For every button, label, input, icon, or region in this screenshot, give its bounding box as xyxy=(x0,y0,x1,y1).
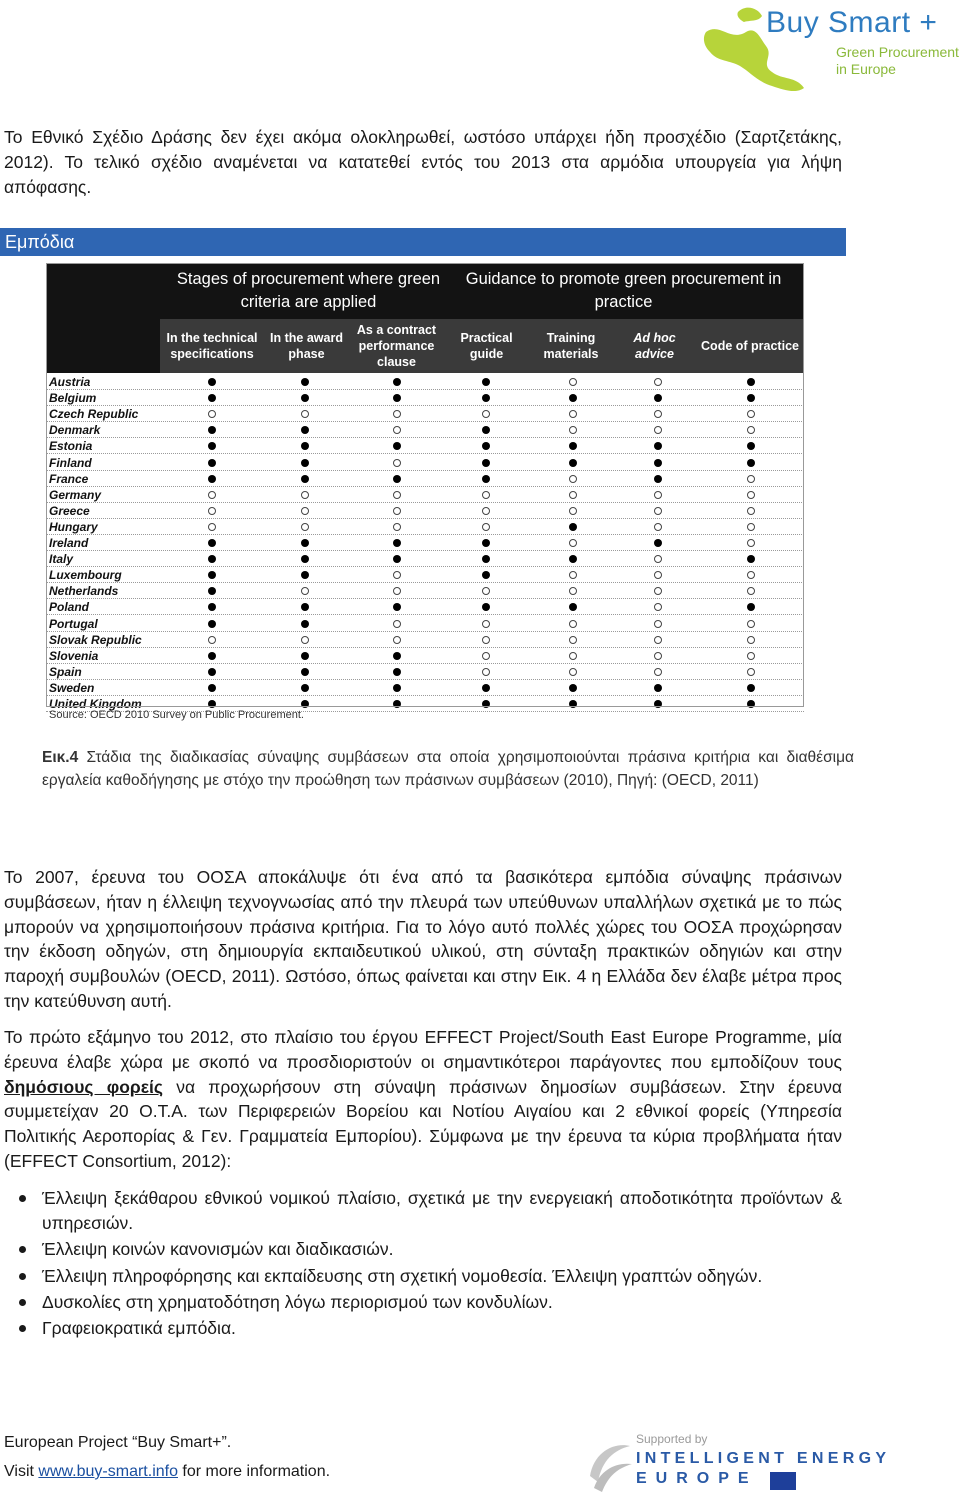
bullet-icon xyxy=(19,1246,26,1253)
filled-dot-icon xyxy=(301,620,309,628)
empty-dot-icon xyxy=(393,426,401,434)
empty-dot-icon xyxy=(482,620,490,628)
filled-dot-icon xyxy=(482,684,490,692)
section-title-bar: Εμπόδια xyxy=(0,228,846,256)
table-row xyxy=(46,535,804,551)
column-header: In the technical specifications xyxy=(166,331,258,361)
list-item xyxy=(4,1264,842,1289)
empty-dot-icon xyxy=(747,539,755,547)
empty-dot-icon xyxy=(654,620,662,628)
list-item-text: Έλλειψη πληροφόρησης και εκπαίδευσης στη σχετική νομοθεσία. Έλλειψη γραπτών οδηγών. xyxy=(42,1265,763,1286)
list-item xyxy=(4,1186,842,1236)
empty-dot-icon xyxy=(747,668,755,676)
empty-dot-icon xyxy=(569,410,577,418)
country-label: Slovenia xyxy=(49,648,99,663)
list-item-text: Γραφειοκρατικά εμπόδια. xyxy=(42,1318,236,1339)
empty-dot-icon xyxy=(482,668,490,676)
empty-dot-icon xyxy=(747,636,755,644)
list-item xyxy=(4,1237,842,1262)
country-label: United Kingdom xyxy=(49,697,142,711)
country-label: Czech Republic xyxy=(49,407,139,422)
filled-dot-icon xyxy=(208,652,216,660)
country-label: Sweden xyxy=(49,680,95,695)
header-group-guidance: Guidance to promote green procurement in practice xyxy=(465,270,782,311)
empty-dot-icon xyxy=(482,507,490,515)
country-label: Slovak Republic xyxy=(49,632,142,647)
empty-dot-icon xyxy=(654,603,662,611)
filled-dot-icon xyxy=(393,378,401,386)
logo-title: Buy Smart + xyxy=(766,6,938,39)
filled-dot-icon xyxy=(301,668,309,676)
empty-dot-icon xyxy=(654,410,662,418)
bullet-icon xyxy=(19,1273,26,1280)
empty-dot-icon xyxy=(569,491,577,499)
empty-dot-icon xyxy=(747,475,755,483)
filled-dot-icon xyxy=(208,620,216,628)
filled-dot-icon xyxy=(208,587,216,595)
filled-dot-icon xyxy=(654,700,662,708)
country-label: Portugal xyxy=(49,616,98,631)
table-row xyxy=(46,583,804,599)
logo-subtitle-1: Green Procurement xyxy=(836,44,959,60)
filled-dot-icon xyxy=(482,539,490,547)
empty-dot-icon xyxy=(208,523,216,531)
empty-dot-icon xyxy=(393,636,401,644)
filled-dot-icon xyxy=(301,426,309,434)
footer-visit-suffix: for more information. xyxy=(177,1463,331,1480)
empty-dot-icon xyxy=(747,410,755,418)
column-header: In the award phase xyxy=(270,331,343,361)
filled-dot-icon xyxy=(208,475,216,483)
country-label: Luxembourg xyxy=(49,568,122,583)
bullet-icon xyxy=(19,1299,26,1306)
empty-dot-icon xyxy=(393,507,401,515)
paragraph-effect-part1: Το πρώτο εξάμηνο του 2012, στο πλαίσιο του έργου EFFECT Project/South East Europe Programme, μία έρευνα έλαβε χώρα με σκοπό να προσδιοριστούν οι σημαντικότεροι παράγοντες που εμποδίζουν τους xyxy=(4,1027,842,1072)
filled-dot-icon xyxy=(301,442,309,450)
filled-dot-icon xyxy=(482,394,490,402)
filled-dot-icon xyxy=(747,684,755,692)
empty-dot-icon xyxy=(393,459,401,467)
table-row xyxy=(46,616,804,632)
empty-dot-icon xyxy=(482,636,490,644)
filled-dot-icon xyxy=(208,539,216,547)
table-row xyxy=(46,632,804,648)
filled-dot-icon xyxy=(482,426,490,434)
table-row xyxy=(46,422,804,438)
filled-dot-icon xyxy=(208,555,216,563)
empty-dot-icon xyxy=(654,491,662,499)
empty-dot-icon xyxy=(301,636,309,644)
empty-dot-icon xyxy=(569,668,577,676)
filled-dot-icon xyxy=(569,459,577,467)
filled-dot-icon xyxy=(654,539,662,547)
filled-dot-icon xyxy=(393,442,401,450)
filled-dot-icon xyxy=(747,700,755,708)
empty-dot-icon xyxy=(301,523,309,531)
filled-dot-icon xyxy=(569,555,577,563)
buy-smart-logo xyxy=(700,2,958,98)
filled-dot-icon xyxy=(393,684,401,692)
empty-dot-icon xyxy=(569,652,577,660)
empty-dot-icon xyxy=(208,410,216,418)
filled-dot-icon xyxy=(747,603,755,611)
filled-dot-icon xyxy=(393,603,401,611)
table-row xyxy=(46,599,804,615)
figure-header-corner xyxy=(46,263,160,373)
filled-dot-icon xyxy=(569,603,577,611)
filled-dot-icon xyxy=(747,394,755,402)
filled-dot-icon xyxy=(654,442,662,450)
bullet-icon xyxy=(19,1195,26,1202)
empty-dot-icon xyxy=(482,410,490,418)
filled-dot-icon xyxy=(208,571,216,579)
empty-dot-icon xyxy=(569,571,577,579)
country-label: Finland xyxy=(49,455,92,470)
header-group-stages: Stages of procurement where green criteria are applied xyxy=(176,270,441,311)
paragraph-effect xyxy=(4,1025,842,1174)
filled-dot-icon xyxy=(482,378,490,386)
country-label: Ireland xyxy=(49,536,89,550)
filled-dot-icon xyxy=(393,475,401,483)
filled-dot-icon xyxy=(208,442,216,450)
filled-dot-icon xyxy=(301,571,309,579)
empty-dot-icon xyxy=(482,491,490,499)
empty-dot-icon xyxy=(208,507,216,515)
eu-flag-icon xyxy=(770,1472,796,1490)
empty-dot-icon xyxy=(654,587,662,595)
table-row xyxy=(46,664,804,680)
empty-dot-icon xyxy=(301,491,309,499)
iee-logo xyxy=(584,1432,914,1496)
filled-dot-icon xyxy=(569,442,577,450)
filled-dot-icon xyxy=(747,459,755,467)
country-label: France xyxy=(49,471,89,486)
filled-dot-icon xyxy=(393,555,401,563)
intro-paragraph: Το Εθνικό Σχέδιο Δράσης δεν έχει ακόμα ολοκληρωθεί, ωστόσο υπάρχει ήδη προσχέδιο (Σαρτζετάκης, 2012). Το τελικό σχέδιο αναμένεται να κατατεθεί εντός του 2013 στα αρμόδια υπουργεία για λήψη απόφασης. xyxy=(4,127,842,197)
empty-dot-icon xyxy=(747,523,755,531)
filled-dot-icon xyxy=(301,378,309,386)
filled-dot-icon xyxy=(301,603,309,611)
filled-dot-icon xyxy=(301,684,309,692)
empty-dot-icon xyxy=(569,378,577,386)
footer-project: European Project “Buy Smart+”. xyxy=(4,1434,232,1451)
paragraph-effect-part2: να προχωρήσουν στη σύναψη πράσινων δημοσίων συμβάσεων. Στην έρευνα συμμετείχαν 20 Ο.Τ.Α. των Περιφερειών Βορείου και Νοτίου Αιγαίου και 2 εθνικοί φορείς (Υπηρεσία Πολιτικής Αεροπορίας & Γεν. Γραμματεία Εμπορίου). Σύμφωνα με την έρευνα τα κύρια προβλήματα ήταν (EFFECT Consortium, 2012): xyxy=(4,1076,842,1171)
filled-dot-icon xyxy=(393,394,401,402)
filled-dot-icon xyxy=(654,475,662,483)
iee-supported-by: Supported by xyxy=(636,1432,708,1446)
table-row xyxy=(46,567,804,583)
filled-dot-icon xyxy=(301,475,309,483)
filled-dot-icon xyxy=(482,603,490,611)
table-row xyxy=(46,487,804,503)
footer-visit xyxy=(4,1463,330,1481)
empty-dot-icon xyxy=(393,587,401,595)
table-row xyxy=(46,680,804,696)
country-label: Estonia xyxy=(49,439,93,454)
empty-dot-icon xyxy=(482,587,490,595)
filled-dot-icon xyxy=(301,652,309,660)
filled-dot-icon xyxy=(208,394,216,402)
filled-dot-icon xyxy=(208,459,216,467)
iee-line2: EUROPE xyxy=(636,1470,758,1487)
empty-dot-icon xyxy=(654,636,662,644)
country-label: Greece xyxy=(49,503,90,518)
table-row xyxy=(46,406,804,422)
empty-dot-icon xyxy=(747,587,755,595)
filled-dot-icon xyxy=(654,394,662,402)
filled-dot-icon xyxy=(482,475,490,483)
empty-dot-icon xyxy=(747,652,755,660)
empty-dot-icon xyxy=(747,571,755,579)
empty-dot-icon xyxy=(301,507,309,515)
filled-dot-icon xyxy=(393,668,401,676)
procurement-figure xyxy=(46,263,804,721)
empty-dot-icon xyxy=(654,571,662,579)
empty-dot-icon xyxy=(569,587,577,595)
empty-dot-icon xyxy=(393,410,401,418)
table-row xyxy=(46,551,804,567)
figure-source: Source: OECD 2010 Survey on Public Procurement. xyxy=(49,709,304,721)
filled-dot-icon xyxy=(569,684,577,692)
empty-dot-icon xyxy=(654,555,662,563)
country-label: Poland xyxy=(49,600,90,615)
country-label: Italy xyxy=(49,552,74,567)
list-item xyxy=(4,1290,842,1315)
filled-dot-icon xyxy=(208,378,216,386)
empty-dot-icon xyxy=(654,652,662,660)
filled-dot-icon xyxy=(208,700,216,708)
table-row xyxy=(46,503,804,519)
public-bodies-link[interactable]: δημόσιους φορείς xyxy=(4,1076,164,1097)
empty-dot-icon xyxy=(301,587,309,595)
table-row xyxy=(46,455,804,471)
empty-dot-icon xyxy=(301,410,309,418)
empty-dot-icon xyxy=(393,523,401,531)
table-row xyxy=(46,374,804,390)
list-item xyxy=(4,1316,842,1341)
filled-dot-icon xyxy=(482,459,490,467)
filled-dot-icon xyxy=(747,442,755,450)
paragraph-oecd: Το 2007, έρευνα του ΟΟΣΑ αποκάλυψε ότι ένα από τα βασικότερα εμπόδια σύναψης πράσινων συμβάσεων, ήταν η έλλειψη τεχνογνωσίας από την πλευρά των υπεύθυνων υπαλλήλων σχετικά με το πώς μπορούν να χρησιμοποιήσουν πράσινα κριτήρια. Για το λόγο αυτό πολλές χώρες του ΟΟΣΑ προχώρησαν την έκδοση οδηγών, στη δημιουργία εκπαιδευτικού υλικού, στη σύνταξη πρακτικών οδηγιών και στην παροχή συμβουλών (OECD, 2011). Ωστόσο, όπως φαίνεται και στην Εικ. 4 η Ελλάδα δεν έλαβε μέτρα προς την κατεύθυνση αυτή. xyxy=(4,867,842,1011)
column-header: Ad hoc advice xyxy=(633,331,676,361)
column-header: Practical guide xyxy=(460,331,513,361)
list-item-text: Έλλειψη ξεκάθαρου εθνικού νομικού πλαίσιο, σχετικά με την ενεργειακή αποδοτικότητα προϊόντων & υπηρεσιών. xyxy=(42,1188,842,1233)
country-label: Austria xyxy=(49,375,91,389)
filled-dot-icon xyxy=(208,603,216,611)
filled-dot-icon xyxy=(482,442,490,450)
filled-dot-icon xyxy=(482,555,490,563)
table-row xyxy=(46,648,804,664)
caption-label: Εικ.4 xyxy=(42,749,79,766)
list-item-text: Δυσκολίες στη χρηματοδότηση λόγω περιορισμού των κονδυλίων. xyxy=(42,1291,553,1312)
filled-dot-icon xyxy=(482,700,490,708)
empty-dot-icon xyxy=(569,426,577,434)
filled-dot-icon xyxy=(393,652,401,660)
country-label: Belgium xyxy=(49,391,97,406)
filled-dot-icon xyxy=(301,394,309,402)
empty-dot-icon xyxy=(654,426,662,434)
problems-list xyxy=(4,1186,842,1343)
empty-dot-icon xyxy=(747,507,755,515)
filled-dot-icon xyxy=(208,426,216,434)
column-header: Code of practice xyxy=(701,339,799,353)
empty-dot-icon xyxy=(654,668,662,676)
bullet-icon xyxy=(19,1325,26,1332)
logo-subtitle-2: in Europe xyxy=(836,61,896,77)
empty-dot-icon xyxy=(569,620,577,628)
iee-swirl-icon xyxy=(584,1432,634,1496)
empty-dot-icon xyxy=(393,571,401,579)
filled-dot-icon xyxy=(482,571,490,579)
filled-dot-icon xyxy=(301,459,309,467)
empty-dot-icon xyxy=(654,378,662,386)
footer-visit-prefix: Visit xyxy=(4,1463,39,1480)
table-row xyxy=(46,519,804,535)
empty-dot-icon xyxy=(569,475,577,483)
empty-dot-icon xyxy=(747,620,755,628)
filled-dot-icon xyxy=(301,555,309,563)
filled-dot-icon xyxy=(654,459,662,467)
filled-dot-icon xyxy=(301,539,309,547)
empty-dot-icon xyxy=(654,507,662,515)
column-header: Training materials xyxy=(543,331,599,361)
country-label: Hungary xyxy=(49,519,98,534)
website-link[interactable]: www.buy-smart.info xyxy=(38,1463,178,1480)
table-row xyxy=(46,438,804,454)
figure-caption xyxy=(42,747,854,792)
empty-dot-icon xyxy=(747,426,755,434)
filled-dot-icon xyxy=(569,394,577,402)
country-label: Denmark xyxy=(49,423,101,438)
empty-dot-icon xyxy=(569,507,577,515)
empty-dot-icon xyxy=(393,491,401,499)
table-row xyxy=(46,390,804,406)
empty-dot-icon xyxy=(208,636,216,644)
empty-dot-icon xyxy=(569,539,577,547)
empty-dot-icon xyxy=(482,652,490,660)
empty-dot-icon xyxy=(208,491,216,499)
country-label: Netherlands xyxy=(49,584,119,599)
filled-dot-icon xyxy=(208,668,216,676)
filled-dot-icon xyxy=(747,555,755,563)
filled-dot-icon xyxy=(569,700,577,708)
filled-dot-icon xyxy=(393,539,401,547)
list-item-text: Έλλειψη κοινών κανονισμών και διαδικασιών. xyxy=(42,1239,394,1260)
filled-dot-icon xyxy=(654,684,662,692)
filled-dot-icon xyxy=(393,700,401,708)
empty-dot-icon xyxy=(654,523,662,531)
filled-dot-icon xyxy=(569,523,577,531)
country-label: Spain xyxy=(49,664,82,679)
empty-dot-icon xyxy=(747,491,755,499)
filled-dot-icon xyxy=(747,378,755,386)
country-label: Germany xyxy=(49,487,102,502)
empty-dot-icon xyxy=(569,636,577,644)
column-header: As a contract performance clause xyxy=(356,323,437,369)
iee-line1: INTELLIGENT ENERGY xyxy=(636,1450,891,1467)
table-row xyxy=(46,471,804,487)
caption-text: Στάδια της διαδικασίας σύναψης συμβάσεων στα οποία χρησιμοποιούνται πράσινα κριτήρια και διαθέσιμα εργαλεία καθοδήγησης με στόχο την προώθηση των πράσινων συμβάσεων (2010), Πηγή: (OECD, 2011) xyxy=(42,749,854,789)
empty-dot-icon xyxy=(482,523,490,531)
empty-dot-icon xyxy=(393,620,401,628)
filled-dot-icon xyxy=(301,700,309,708)
filled-dot-icon xyxy=(208,684,216,692)
